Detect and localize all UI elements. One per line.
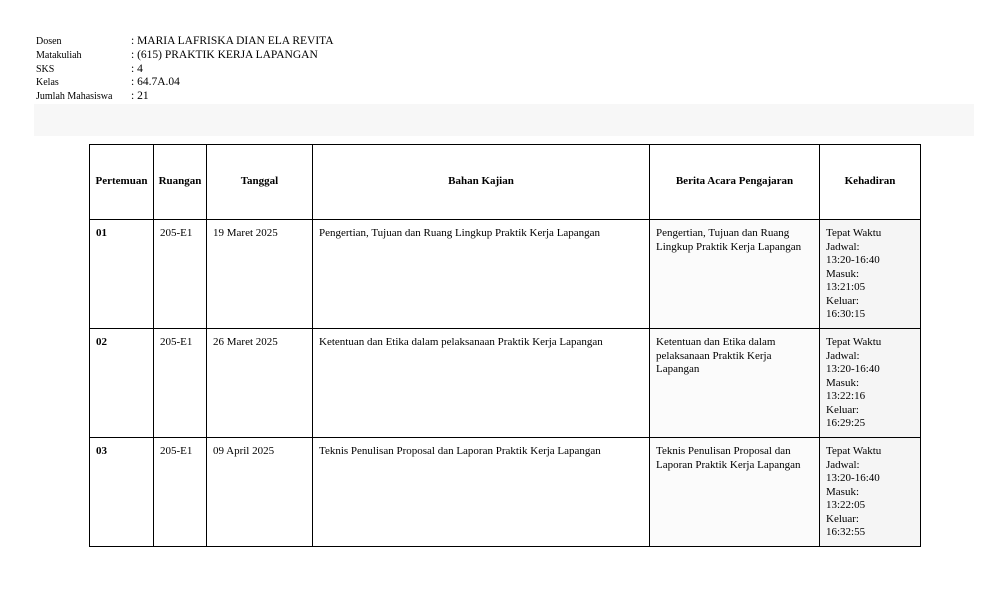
info-row-kelas	[36, 76, 334, 90]
cell-ruangan: 205-E1	[154, 438, 207, 547]
cell-pertemuan: 02	[90, 329, 154, 438]
cell-berita-acara: Pengertian, Tujuan dan Ruang Lingkup Praktik Kerja Lapangan	[650, 220, 820, 329]
cell-kehadiran	[820, 438, 921, 547]
kehadiran-jadwal-value: 13:20-16:40	[826, 472, 880, 484]
kehadiran-status: Tepat Waktu	[826, 227, 882, 239]
header-band	[34, 104, 974, 136]
table-row	[90, 220, 921, 329]
cell-tanggal: 09 April 2025	[207, 438, 313, 547]
table-row	[90, 438, 921, 547]
cell-kehadiran	[820, 220, 921, 329]
info-value: : 64.7A.04	[131, 76, 180, 89]
table-row	[90, 329, 921, 438]
info-label: Kelas	[36, 77, 59, 89]
kehadiran-keluar-value: 16:29:25	[826, 417, 866, 429]
column-header-kehadiran: Kehadiran	[820, 145, 921, 220]
info-value: : MARIA LAFRISKA DIAN ELA REVITA	[131, 35, 334, 47]
info-value: : 21	[131, 90, 149, 103]
cell-ruangan: 205-E1	[154, 329, 207, 438]
kehadiran-jadwal-value: 13:20-16:40	[826, 254, 880, 266]
column-header-bahan-kajian: Bahan Kajian	[313, 145, 650, 220]
info-row-dosen	[36, 35, 334, 49]
kehadiran-status: Tepat Waktu	[826, 336, 882, 348]
kehadiran-keluar-label: Keluar:	[826, 512, 859, 525]
kehadiran-keluar-value: 16:32:55	[826, 526, 866, 538]
cell-pertemuan: 01	[90, 220, 154, 329]
kehadiran-keluar-label: Keluar:	[826, 294, 859, 307]
cell-ruangan: 205-E1	[154, 220, 207, 329]
column-header-berita-acara: Berita Acara Pengajaran	[650, 145, 820, 220]
kehadiran-status: Tepat Waktu	[826, 445, 882, 457]
info-label: Dosen	[36, 36, 62, 47]
cell-tanggal: 19 Maret 2025	[207, 220, 313, 329]
info-label: SKS	[36, 63, 55, 75]
info-row-matakuliah	[36, 49, 334, 63]
info-label: Matakuliah	[36, 49, 82, 61]
info-label: Jumlah Mahasiswa	[36, 91, 113, 103]
info-value: : (615) PRAKTIK KERJA LAPANGAN	[131, 48, 318, 61]
kehadiran-masuk-label: Masuk:	[826, 485, 859, 498]
attendance-table	[89, 144, 921, 547]
column-header-ruangan: Ruangan	[154, 145, 207, 220]
cell-kehadiran	[820, 329, 921, 438]
kehadiran-jadwal-value: 13:20-16:40	[826, 363, 880, 375]
kehadiran-masuk-value: 13:22:05	[826, 499, 866, 511]
column-header-tanggal: Tanggal	[207, 145, 313, 220]
info-row-jumlah-mahasiswa	[36, 90, 334, 104]
kehadiran-masuk-label: Masuk:	[826, 376, 859, 389]
kehadiran-jadwal-label: Jadwal:	[826, 349, 860, 362]
cell-berita-acara: Teknis Penulisan Proposal dan Laporan Praktik Kerja Lapangan	[650, 438, 820, 547]
cell-tanggal: 26 Maret 2025	[207, 329, 313, 438]
kehadiran-masuk-value: 13:22:16	[826, 390, 866, 402]
course-info	[36, 35, 334, 104]
kehadiran-jadwal-label: Jadwal:	[826, 240, 860, 253]
kehadiran-masuk-label: Masuk:	[826, 267, 859, 280]
kehadiran-jadwal-label: Jadwal:	[826, 458, 860, 471]
kehadiran-masuk-value: 13:21:05	[826, 281, 866, 293]
cell-bahan-kajian: Ketentuan dan Etika dalam pelaksanaan Praktik Kerja Lapangan	[313, 329, 650, 438]
table-header-row	[90, 145, 921, 220]
kehadiran-keluar-label: Keluar:	[826, 403, 859, 416]
info-value: : 4	[131, 62, 143, 75]
cell-pertemuan: 03	[90, 438, 154, 547]
cell-bahan-kajian: Pengertian, Tujuan dan Ruang Lingkup Praktik Kerja Lapangan	[313, 220, 650, 329]
kehadiran-keluar-value: 16:30:15	[826, 308, 866, 320]
info-row-sks	[36, 63, 334, 77]
cell-bahan-kajian: Teknis Penulisan Proposal dan Laporan Praktik Kerja Lapangan	[313, 438, 650, 547]
column-header-pertemuan: Pertemuan	[90, 145, 154, 220]
cell-berita-acara: Ketentuan dan Etika dalam pelaksanaan Praktik Kerja Lapangan	[650, 329, 820, 438]
